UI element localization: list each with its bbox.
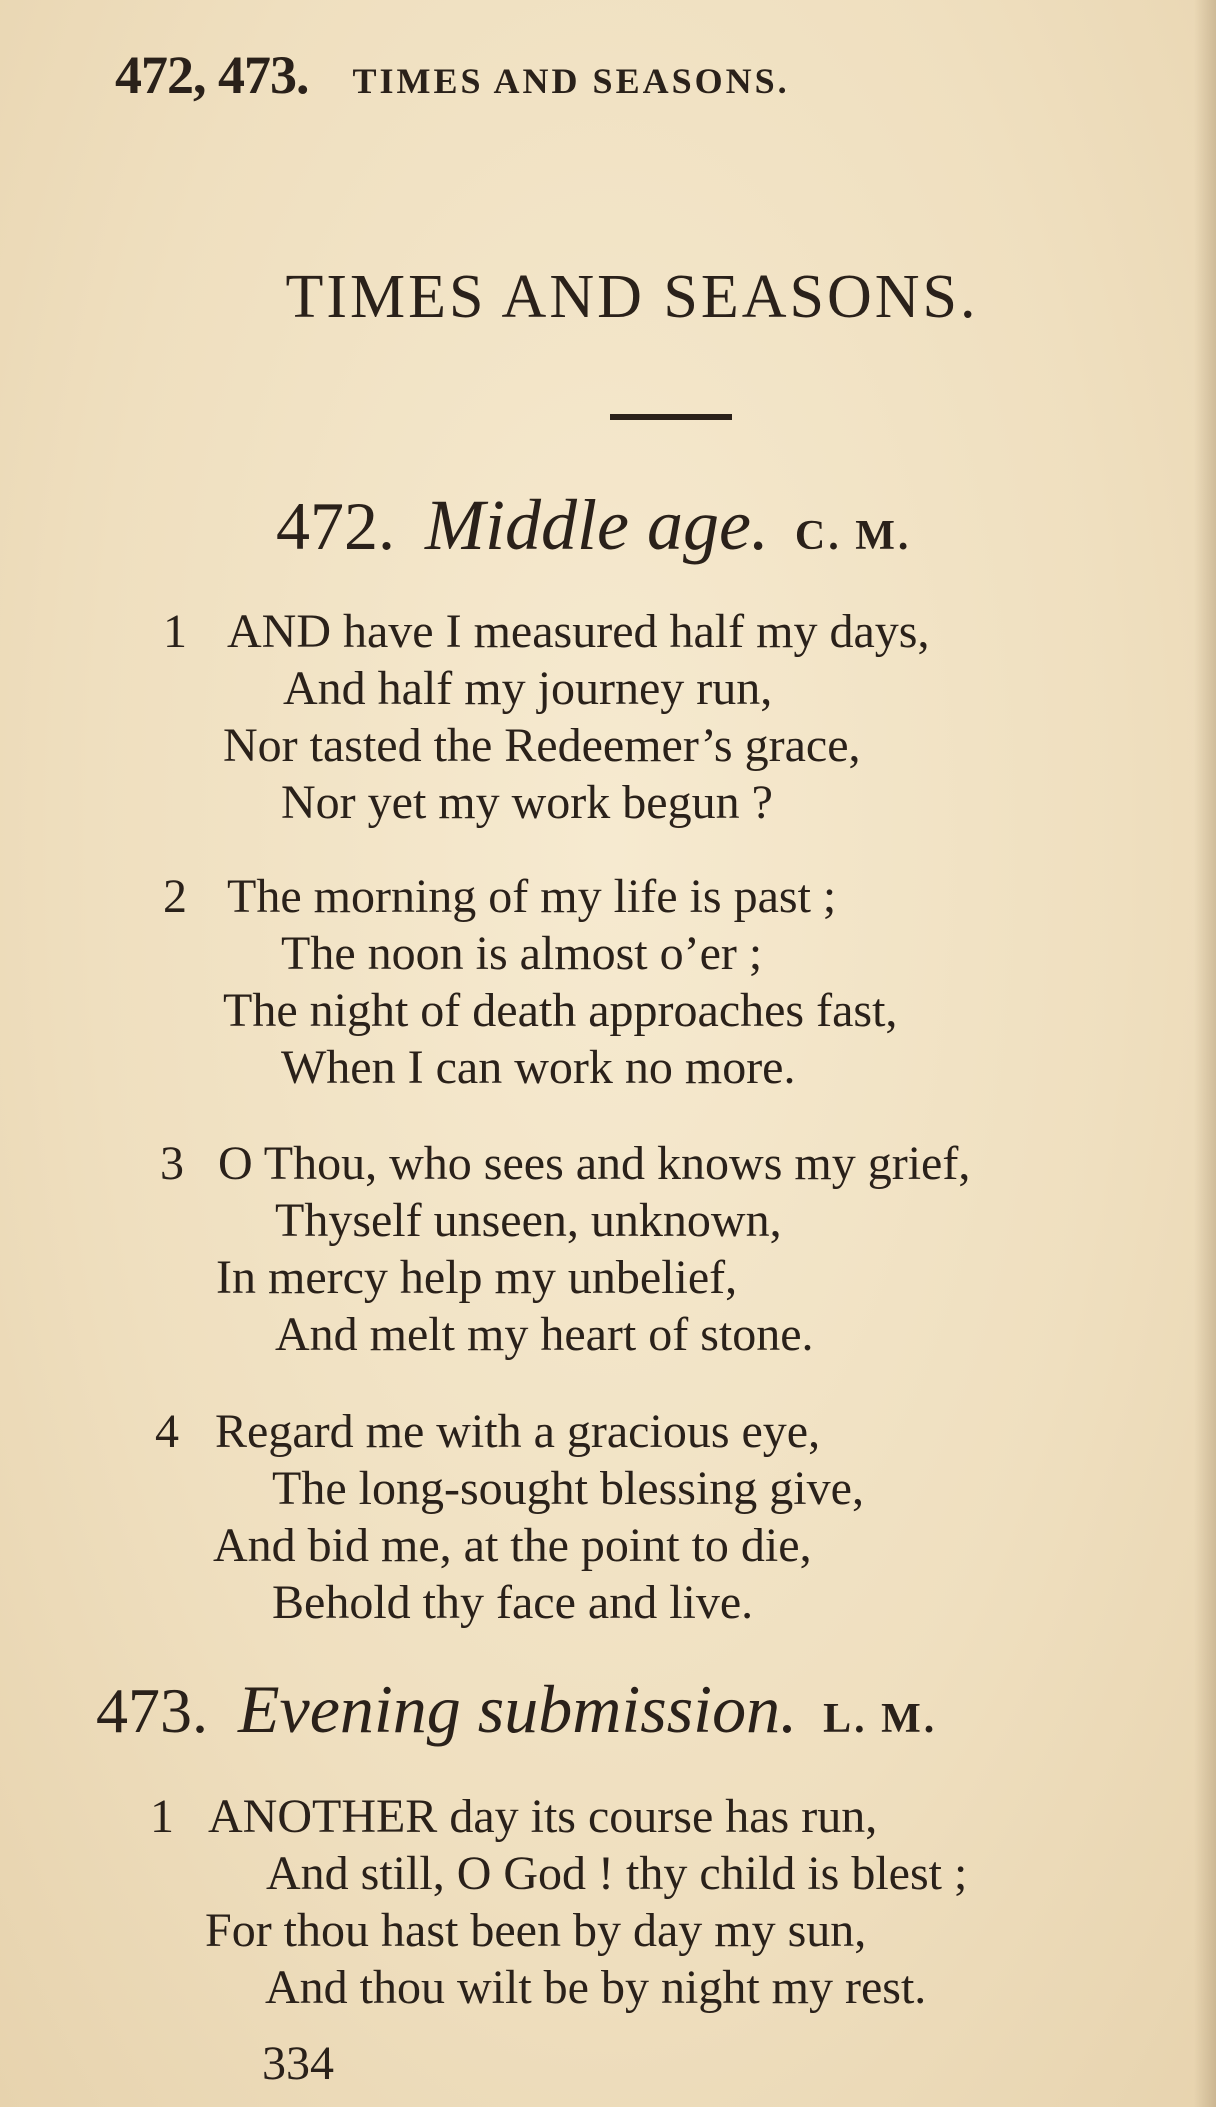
hymn-title: Middle age. — [425, 485, 769, 565]
verse-line: When I can work no more. — [281, 1041, 796, 1094]
hymn-title: Evening submission. — [238, 1671, 798, 1747]
stanza-number: 3 — [160, 1137, 184, 1190]
verse-line: The long-sought blessing give, — [272, 1462, 864, 1515]
verse-line: And thou wilt be by night my rest. — [265, 1961, 927, 2014]
verse-line: O Thou, who sees and knows my grief, — [218, 1137, 971, 1190]
running-head-title: TIMES AND SEASONS. — [352, 61, 790, 101]
verse-line: The noon is almost o’er ; — [281, 927, 763, 980]
section-title: TIMES AND SEASONS. — [285, 263, 979, 331]
stanza-number: 2 — [163, 870, 187, 923]
hymn-meter: C. M. — [794, 513, 912, 559]
verse-line: Nor tasted the Redeemer’s grace, — [223, 719, 861, 772]
running-head — [115, 44, 790, 106]
verse-line: Behold thy face and live. — [272, 1576, 754, 1629]
verse-line: Thyself unseen, unknown, — [275, 1194, 782, 1247]
running-head-numbers: 472, 473. — [115, 45, 309, 105]
verse-line: And melt my heart of stone. — [275, 1308, 814, 1361]
verse-line: Regard me with a gracious eye, — [215, 1405, 821, 1458]
hymn-number: 472. — [276, 488, 395, 564]
page-number: 334 — [262, 2037, 334, 2090]
stanza-number: 4 — [155, 1405, 179, 1458]
verse-line: And bid me, at the point to die, — [213, 1519, 812, 1572]
section-rule — [610, 414, 732, 420]
verse-line: The night of death approaches fast, — [223, 984, 898, 1037]
verse-line: The morning of my life is past ; — [227, 870, 837, 923]
verse-line: AND have I measured half my days, — [227, 605, 930, 658]
hymn-heading — [276, 484, 911, 567]
stanza-number: 1 — [163, 605, 187, 658]
hymn-heading — [96, 1670, 937, 1749]
hymn-meter: L. M. — [823, 1696, 938, 1742]
stanza-number: 1 — [150, 1790, 174, 1843]
verse-line: For thou hast been by day my sun, — [205, 1904, 867, 1957]
verse-line: In mercy help my unbelief, — [216, 1251, 738, 1304]
verse-line: Nor yet my work begun ? — [281, 776, 773, 829]
hymn-number: 473. — [96, 1675, 208, 1746]
verse-line: ANOTHER day its course has run, — [208, 1790, 878, 1843]
verse-line: And still, O God ! thy child is blest ; — [266, 1847, 968, 1900]
verse-line: And half my journey run, — [283, 662, 773, 715]
